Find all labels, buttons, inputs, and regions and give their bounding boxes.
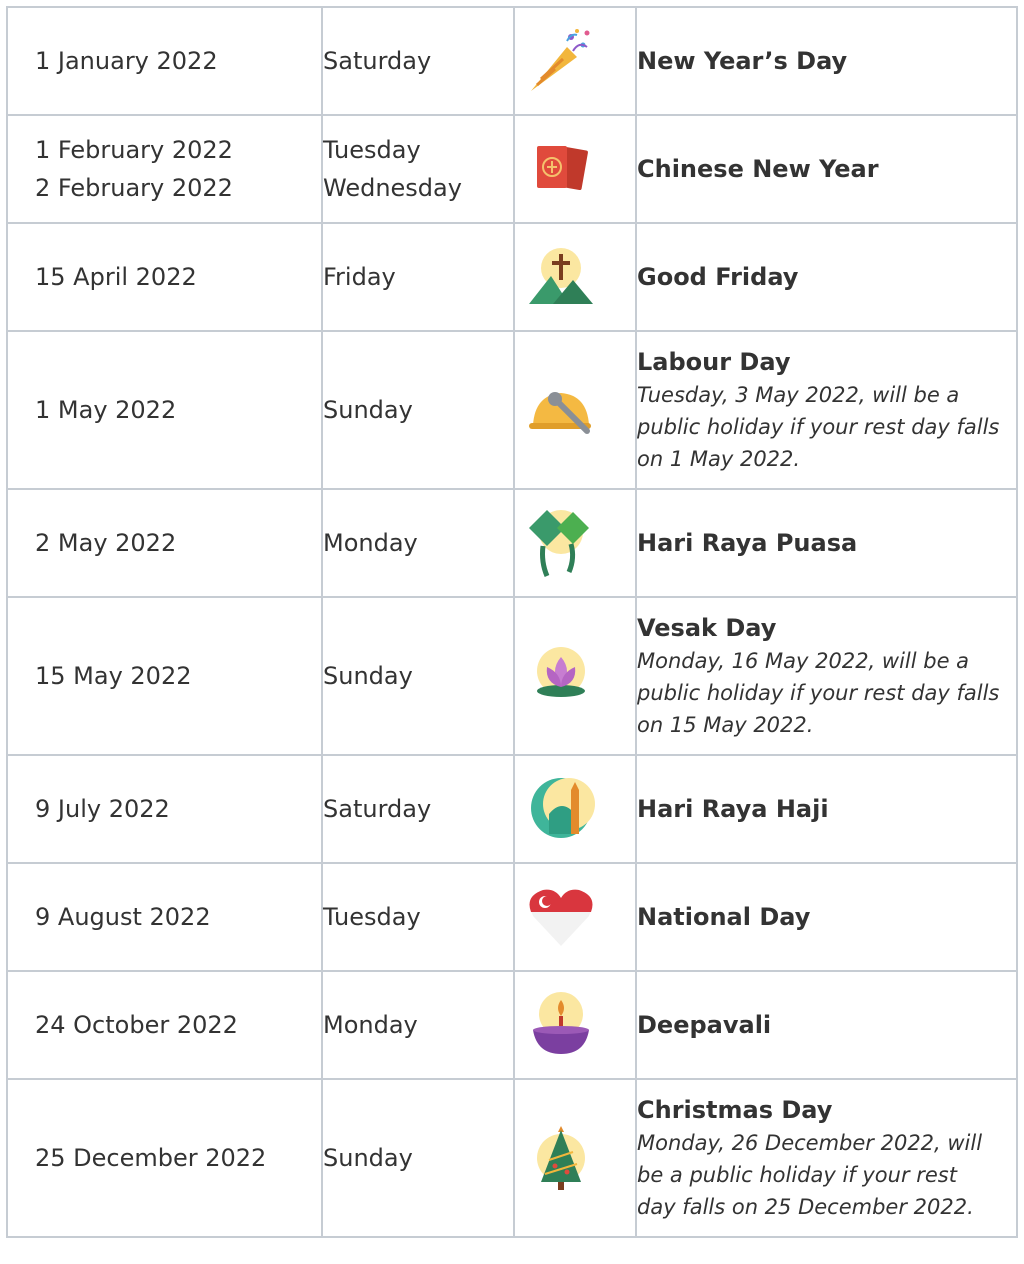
holiday-name: Good Friday (637, 263, 799, 291)
holiday-cell (636, 331, 1017, 489)
icon-cell (514, 863, 636, 971)
day-cell: Monday (322, 971, 514, 1079)
cross-mountain-icon (527, 242, 597, 312)
table-row (7, 331, 1017, 489)
holiday-name: Hari Raya Puasa (637, 529, 858, 557)
holiday-cell (636, 489, 1017, 597)
holiday-name: Hari Raya Haji (637, 795, 829, 823)
day-cell: Sunday (322, 331, 514, 489)
icon-cell (514, 971, 636, 1079)
hardhat-wrench-icon (527, 375, 597, 445)
table-row (7, 755, 1017, 863)
table-row (7, 597, 1017, 755)
table-row (7, 115, 1017, 223)
holiday-cell (636, 115, 1017, 223)
holiday-cell (636, 597, 1017, 755)
day-cell: Saturday (322, 7, 514, 115)
day-cell: Friday (322, 223, 514, 331)
icon-cell (514, 115, 636, 223)
holiday-name: New Year’s Day (637, 47, 848, 75)
holiday-note: Monday, 16 May 2022, will be a public holiday if your rest day falls on 15 May 2022. (637, 649, 1000, 737)
holiday-cell (636, 971, 1017, 1079)
holiday-cell (636, 755, 1017, 863)
mosque-crescent-icon (527, 774, 597, 844)
table-row (7, 971, 1017, 1079)
date-cell: 9 August 2022 (7, 863, 322, 971)
date-cell: 15 April 2022 (7, 223, 322, 331)
table-row (7, 489, 1017, 597)
icon-cell (514, 755, 636, 863)
date-cell: 15 May 2022 (7, 597, 322, 755)
holiday-note: Tuesday, 3 May 2022, will be a public holiday if your rest day falls on 1 May 2022. (637, 383, 1000, 471)
holiday-cell (636, 863, 1017, 971)
day-cell: Sunday (322, 597, 514, 755)
day-cell: Saturday (322, 755, 514, 863)
date-cell: 1 January 2022 (7, 7, 322, 115)
public-holidays-table (6, 6, 1018, 1238)
icon-cell (514, 223, 636, 331)
holiday-cell (636, 1079, 1017, 1237)
date-cell: 25 December 2022 (7, 1079, 322, 1237)
date-cell: 1 May 2022 (7, 331, 322, 489)
christmas-tree-icon (527, 1122, 597, 1194)
day-cell: Tuesday Wednesday (322, 115, 514, 223)
icon-cell (514, 331, 636, 489)
holiday-name: National Day (637, 903, 811, 931)
table-row (7, 223, 1017, 331)
holiday-name: Labour Day (637, 348, 791, 376)
date-cell: 2 May 2022 (7, 489, 322, 597)
ketupat-icon (527, 506, 597, 580)
icon-cell (514, 7, 636, 115)
diya-lamp-icon (527, 990, 597, 1060)
table-row (7, 863, 1017, 971)
icon-cell (514, 597, 636, 755)
holiday-cell (636, 7, 1017, 115)
table-row (7, 1079, 1017, 1237)
holiday-note: Monday, 26 December 2022, will be a public holiday if your rest day falls on 25 December 2022. (637, 1131, 983, 1219)
date-cell: 1 February 2022 2 February 2022 (7, 115, 322, 223)
holiday-name: Deepavali (637, 1011, 772, 1039)
party-popper-icon (527, 25, 597, 97)
holiday-name: Vesak Day (637, 614, 777, 642)
day-cell: Monday (322, 489, 514, 597)
singapore-heart-icon (527, 882, 597, 952)
red-envelope-icon (527, 134, 597, 204)
day-cell: Tuesday (322, 863, 514, 971)
icon-cell (514, 489, 636, 597)
lotus-icon (527, 641, 597, 711)
icon-cell (514, 1079, 636, 1237)
holiday-name: Chinese New Year (637, 155, 879, 183)
date-cell: 24 October 2022 (7, 971, 322, 1079)
day-cell: Sunday (322, 1079, 514, 1237)
table-row (7, 7, 1017, 115)
date-cell: 9 July 2022 (7, 755, 322, 863)
holiday-cell (636, 223, 1017, 331)
holiday-name: Christmas Day (637, 1096, 833, 1124)
